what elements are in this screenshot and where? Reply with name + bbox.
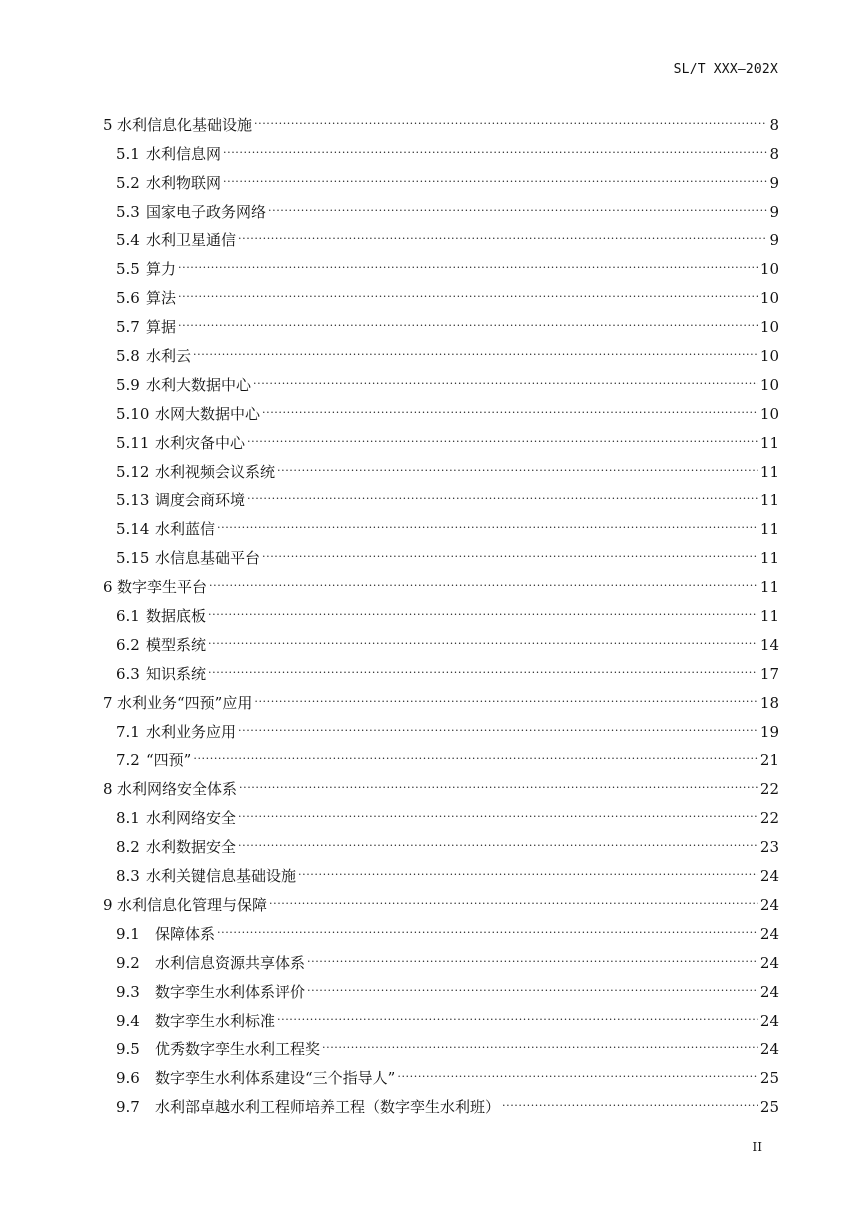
toc-entry-page-number: 9 (769, 173, 779, 192)
toc-entry-6-3[interactable] (103, 655, 779, 684)
toc-entry-9-5[interactable] (103, 1031, 779, 1060)
toc-entry-number: 5.8 (116, 347, 140, 366)
toc-entry-7-2[interactable] (103, 742, 779, 771)
toc-entry-8-1[interactable] (103, 799, 779, 828)
toc-dot-leader (239, 781, 758, 795)
toc-entry-9-1[interactable] (103, 915, 779, 944)
toc-dot-leader (193, 348, 758, 362)
toc-entry-title: 调度会商环境 (155, 491, 246, 510)
toc-entry-number: 7.1 (116, 722, 140, 741)
toc-entry-page-number: 17 (759, 664, 779, 683)
toc-dot-leader (217, 521, 758, 535)
toc-entry-page-number: 24 (759, 1011, 779, 1030)
toc-entry-title: 水网大数据中心 (155, 404, 261, 423)
toc-dot-leader (269, 897, 758, 911)
toc-entry-number: 5.7 (116, 318, 140, 337)
toc-entry-5-8[interactable] (103, 337, 779, 366)
toc-entry-title: 水信息基础平台 (155, 549, 261, 568)
toc-entry-number: 8.2 (116, 838, 140, 857)
toc-entry-number: 5.12 (116, 462, 150, 481)
toc-entry-title: 水利信息化管理与保障 (117, 895, 268, 914)
toc-entry-title: “四预” (146, 751, 192, 770)
toc-entry-page-number: 11 (759, 549, 779, 568)
toc-entry-number: 9.7 (116, 1098, 140, 1117)
toc-entry-5-9[interactable] (103, 366, 779, 395)
toc-entry-number: 5.4 (116, 231, 140, 250)
toc-entry-5-12[interactable] (103, 453, 779, 482)
toc-dot-leader (262, 406, 758, 420)
toc-entry-title: 水利信息网 (146, 144, 222, 163)
toc-entry-title: 水利网络安全 (146, 809, 237, 828)
toc-entry-title: 国家电子政务网络 (146, 202, 267, 221)
toc-entry-number: 5.3 (116, 202, 140, 221)
toc-entry-page-number: 9 (769, 202, 779, 221)
toc-entry-6-2[interactable] (103, 626, 779, 655)
toc-entry-8[interactable] (103, 770, 779, 799)
toc-entry-title: 水利灾备中心 (155, 433, 246, 452)
toc-entry-title: 水利网络安全体系 (117, 780, 238, 799)
toc-entry-5-13[interactable] (103, 482, 779, 511)
toc-entry-title: 水利信息资源共享体系 (155, 953, 306, 972)
toc-dot-leader (238, 724, 758, 738)
toc-dot-leader (502, 1099, 758, 1113)
toc-entry-title: 水利视频会议系统 (155, 462, 276, 481)
toc-entry-number: 5.14 (116, 520, 150, 539)
toc-entry-page-number: 8 (769, 115, 779, 134)
toc-dot-leader (178, 261, 758, 275)
toc-entry-title: 数据底板 (146, 607, 207, 626)
toc-entry-page-number: 24 (759, 982, 779, 1001)
toc-entry-5-4[interactable] (103, 222, 779, 251)
toc-dot-leader (254, 695, 758, 709)
toc-entry-title: 水利信息化基础设施 (117, 115, 253, 134)
toc-entry-page-number: 19 (759, 722, 779, 741)
toc-dot-leader (262, 550, 758, 564)
toc-entry-5-5[interactable] (103, 250, 779, 279)
document-code-header: SL/T XXX—202X (673, 62, 778, 77)
toc-entry-title: 水利大数据中心 (146, 375, 252, 394)
toc-entry-number: 5 (103, 115, 113, 134)
toc-dot-leader (178, 290, 758, 304)
toc-entry-page-number: 22 (759, 809, 779, 828)
toc-dot-leader (208, 608, 758, 622)
toc-entry-number: 5.9 (116, 375, 140, 394)
toc-entry-number: 6.2 (116, 635, 140, 654)
toc-entry-number: 6.1 (116, 607, 140, 626)
table-of-contents (103, 106, 779, 1117)
toc-entry-page-number: 10 (759, 260, 779, 279)
toc-dot-leader (193, 752, 758, 766)
toc-entry-5-2[interactable] (103, 164, 779, 193)
toc-entry-number: 9.1 (116, 924, 140, 943)
toc-entry-9-7[interactable] (103, 1088, 779, 1117)
toc-dot-leader (217, 926, 758, 940)
toc-entry-page-number: 10 (759, 318, 779, 337)
toc-entry-title: 模型系统 (146, 635, 207, 654)
toc-entry-page-number: 18 (759, 693, 779, 712)
toc-dot-leader (298, 868, 758, 882)
toc-entry-number: 7 (103, 693, 113, 712)
toc-entry-number: 5.1 (116, 144, 140, 163)
toc-entry-5-15[interactable] (103, 539, 779, 568)
toc-entry-number: 9.6 (116, 1069, 140, 1088)
toc-entry-page-number: 22 (759, 780, 779, 799)
toc-entry-5-11[interactable] (103, 424, 779, 453)
toc-dot-leader (397, 1070, 758, 1084)
toc-entry-number: 8 (103, 780, 113, 799)
toc-entry-page-number: 10 (759, 289, 779, 308)
toc-entry-number: 5.6 (116, 289, 140, 308)
toc-entry-page-number: 11 (759, 491, 779, 510)
toc-entry-title: 数字孪生水利标准 (155, 1011, 276, 1030)
toc-entry-8-3[interactable] (103, 857, 779, 886)
toc-dot-leader (223, 146, 767, 160)
toc-entry-number: 5.15 (116, 549, 150, 568)
toc-entry-title: 知识系统 (146, 664, 207, 683)
toc-entry-page-number: 14 (759, 635, 779, 654)
toc-dot-leader (209, 579, 758, 593)
toc-entry-page-number: 25 (759, 1098, 779, 1117)
toc-entry-page-number: 24 (759, 895, 779, 914)
toc-entry-title: 水利卫星通信 (146, 231, 237, 250)
toc-dot-leader (307, 955, 758, 969)
toc-dot-leader (307, 984, 758, 998)
toc-dot-leader (247, 492, 758, 506)
toc-entry-page-number: 24 (759, 1040, 779, 1059)
toc-entry-title: 算据 (146, 318, 177, 337)
toc-entry-number: 6.3 (116, 664, 140, 683)
toc-entry-page-number: 24 (759, 867, 779, 886)
toc-entry-title: 优秀数字孪生水利工程奖 (155, 1040, 321, 1059)
toc-entry-title: 保障体系 (155, 924, 216, 943)
toc-entry-title: 数字孪生水利体系评价 (155, 982, 306, 1001)
toc-entry-page-number: 23 (759, 838, 779, 857)
toc-entry-page-number: 10 (759, 375, 779, 394)
toc-dot-leader (178, 319, 758, 333)
toc-entry-page-number: 11 (759, 578, 779, 597)
toc-entry-number: 9 (103, 895, 113, 914)
toc-entry-title: 水利业务“四预”应用 (117, 693, 253, 712)
toc-entry-5-10[interactable] (103, 395, 779, 424)
toc-dot-leader (223, 175, 767, 189)
toc-entry-9-3[interactable] (103, 973, 779, 1002)
toc-entry-number: 9.5 (116, 1040, 140, 1059)
toc-dot-leader (268, 204, 767, 218)
toc-entry-9[interactable] (103, 886, 779, 915)
toc-entry-page-number: 24 (759, 953, 779, 972)
toc-dot-leader (247, 435, 758, 449)
toc-entry-9-6[interactable] (103, 1059, 779, 1088)
toc-entry-page-number: 25 (759, 1069, 779, 1088)
toc-entry-number: 5.11 (116, 433, 150, 452)
page-number: II (752, 1140, 762, 1154)
toc-dot-leader (254, 117, 767, 131)
toc-entry-page-number: 10 (759, 347, 779, 366)
toc-entry-number: 8.1 (116, 809, 140, 828)
toc-dot-leader (253, 377, 758, 391)
toc-entry-page-number: 8 (769, 144, 779, 163)
toc-entry-5-3[interactable] (103, 193, 779, 222)
toc-entry-page-number: 21 (759, 751, 779, 770)
toc-entry-number: 5.10 (116, 404, 150, 423)
toc-dot-leader (238, 232, 767, 246)
toc-entry-7-1[interactable] (103, 713, 779, 742)
toc-entry-number: 9.4 (116, 1011, 140, 1030)
toc-entry-number: 5.13 (116, 491, 150, 510)
toc-entry-number: 5.5 (116, 260, 140, 279)
toc-entry-5-7[interactable] (103, 308, 779, 337)
toc-entry-title: 水利部卓越水利工程师培养工程（数字孪生水利班） (155, 1098, 501, 1117)
toc-dot-leader (277, 464, 758, 478)
toc-entry-9-4[interactable] (103, 1002, 779, 1031)
toc-entry-title: 水利数据安全 (146, 838, 237, 857)
toc-entry-title: 算法 (146, 289, 177, 308)
toc-entry-number: 5.2 (116, 173, 140, 192)
toc-entry-title: 数字孪生平台 (117, 578, 208, 597)
toc-entry-5-6[interactable] (103, 279, 779, 308)
toc-entry-title: 水利关键信息基础设施 (146, 867, 297, 886)
toc-entry-page-number: 11 (759, 520, 779, 539)
toc-entry-title: 数字孪生水利体系建设“三个指导人” (155, 1069, 396, 1088)
toc-entry-page-number: 10 (759, 404, 779, 423)
toc-entry-6-1[interactable] (103, 597, 779, 626)
toc-entry-5-14[interactable] (103, 510, 779, 539)
toc-entry-page-number: 24 (759, 924, 779, 943)
toc-entry-8-2[interactable] (103, 828, 779, 857)
toc-entry-5[interactable] (103, 106, 779, 135)
toc-dot-leader (208, 666, 758, 680)
toc-entry-5-1[interactable] (103, 135, 779, 164)
toc-entry-title: 水利蓝信 (155, 520, 216, 539)
toc-dot-leader (238, 839, 758, 853)
toc-entry-title: 水利业务应用 (146, 722, 237, 741)
toc-dot-leader (238, 810, 758, 824)
toc-entry-page-number: 11 (759, 462, 779, 481)
toc-entry-number: 7.2 (116, 751, 140, 770)
toc-entry-page-number: 11 (759, 607, 779, 626)
toc-entry-number: 6 (103, 578, 113, 597)
toc-entry-page-number: 9 (769, 231, 779, 250)
toc-entry-number: 9.2 (116, 953, 140, 972)
toc-entry-title: 水利云 (146, 347, 192, 366)
toc-entry-number: 9.3 (116, 982, 140, 1001)
toc-entry-7[interactable] (103, 684, 779, 713)
toc-entry-9-2[interactable] (103, 944, 779, 973)
toc-entry-6[interactable] (103, 568, 779, 597)
toc-entry-number: 8.3 (116, 867, 140, 886)
toc-dot-leader (277, 1013, 758, 1027)
toc-dot-leader (208, 637, 758, 651)
toc-dot-leader (322, 1041, 758, 1055)
toc-entry-page-number: 11 (759, 433, 779, 452)
toc-entry-title: 算力 (146, 260, 177, 279)
toc-entry-title: 水利物联网 (146, 173, 222, 192)
